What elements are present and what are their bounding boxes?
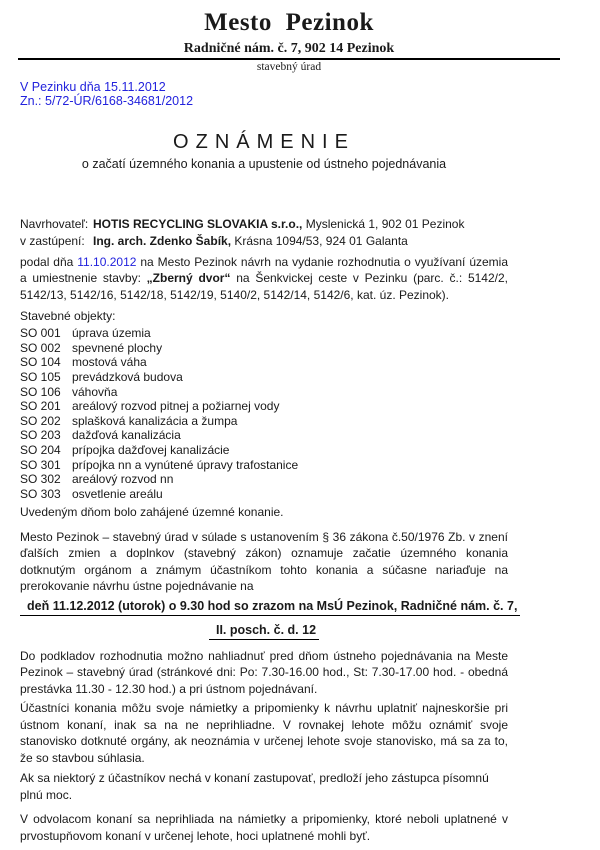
project-name: „Zberný dvor“ <box>146 271 231 286</box>
reference-number-line: Zn.: 5/72-ÚR/6168-34681/2012 <box>20 94 194 109</box>
object-name: váhovňa <box>72 384 118 399</box>
object-name: prípojka dažďovej kanalizácie <box>72 443 230 457</box>
document-meta <box>20 80 600 109</box>
paragraph-objections: Účastníci konania môžu svoje námietky a pripomienky k návrhu uplatniť najneskoršie pri ústnom konaní, inak sa na ne neprihliadne. V rovnakej lehote môžu oznámiť svoje stanovisko dotknuté orgány, ak neoznámia v určenej lehote svoje stanovisko, má sa za to, že so stavbou súhlasia. <box>20 701 508 765</box>
object-name: prevádzková budova <box>72 370 183 385</box>
letterhead <box>18 0 560 73</box>
object-row <box>20 487 508 502</box>
notice-heading <box>20 130 508 171</box>
object-row <box>20 341 508 356</box>
object-code: SO 204 <box>20 443 61 457</box>
object-row <box>20 443 508 458</box>
document-body <box>20 216 508 595</box>
document-body-lower <box>20 648 508 845</box>
object-name: areálový rozvod nn <box>72 472 174 487</box>
object-code: SO 203 <box>20 428 61 443</box>
applicant-value <box>93 217 464 231</box>
representative-name: Ing. arch. Zdenko Šabík, <box>93 233 232 248</box>
object-row <box>20 472 508 487</box>
object-code: SO 002 <box>20 340 61 355</box>
object-code: SO 106 <box>20 384 61 399</box>
hearing-room-text: II. posch. č. d. 12 <box>209 623 319 640</box>
hearing-room-line <box>20 623 508 640</box>
paragraph-initiated: Uvedeným dňom bolo zahájené územné konanie. <box>20 505 284 520</box>
representative-label: v zastúpení: <box>20 233 85 248</box>
object-row <box>20 355 508 370</box>
objects-heading: Stavebné objekty: <box>20 309 116 324</box>
object-name: mostová váha <box>72 355 147 370</box>
paragraph-appeal: V odvolacom konaní sa neprihliada na námietky a pripomienky, ktoré neboli uplatnené v prvostupňovom konaní v určenej lehote, hoci uplatnené mohli byť. <box>20 812 508 843</box>
object-name: osvetlenie areálu <box>72 486 163 501</box>
object-code: SO 303 <box>20 486 61 501</box>
object-row <box>20 458 508 473</box>
representative-row <box>20 233 508 250</box>
parties-block <box>20 216 508 250</box>
object-row <box>20 385 508 400</box>
municipality-address: Radničné nám. č. 7, 902 14 Pezinok <box>183 40 395 56</box>
paragraph-proposal <box>20 254 508 304</box>
object-row <box>20 428 508 443</box>
applicant-label: Navrhovateľ: <box>20 216 89 231</box>
representative-address: Krásna 1094/53, 924 01 Galanta <box>234 233 408 248</box>
representative-value <box>93 234 408 248</box>
objects-block <box>20 308 508 501</box>
paragraph-announcement: Mesto Pezinok – stavebný úrad v súlade s ustanovením § 36 zákona č.50/1976 Zb. v znení ďalších zmien a doplnkov (stavebný zákon) oznamuje začatie územného konania dotknutým orgánom a známym účastníkom tohto konania a súčasne nariaďuje na prerokovanie návrhu ústne pojednávanie na <box>20 529 508 594</box>
object-code: SO 201 <box>20 399 61 414</box>
proposal-tail: na Šenkvickej ceste v Pezinku (parc. č.: 5142/2, 5142/13, 5142/16, 5142/18, 5142/19, 5140/2, 5142/14, 5142/6, kat. úz. Pezinok). <box>20 271 508 302</box>
hearing-date-line <box>20 598 518 616</box>
notice-title: OZNÁMENIE <box>173 130 355 153</box>
object-name: splašková kanalizácia a žumpa <box>72 413 238 428</box>
applicant-row <box>20 216 508 233</box>
object-code: SO 202 <box>20 413 61 428</box>
object-name: prípojka nn a vynútené úpravy trafostanice <box>72 457 299 472</box>
object-row <box>20 326 508 341</box>
hearing-date-text: deň 11.12.2012 (utorok) o 9.30 hod so zrazom na MsÚ Pezinok, Radničné nám. č. 7, <box>20 599 520 616</box>
object-code: SO 001 <box>20 326 61 341</box>
applicant-name: HOTIS RECYCLING SLOVAKIA s.r.o., <box>93 216 303 231</box>
applicant-address: Myslenická 1, 902 01 Pezinok <box>305 216 465 231</box>
hearing-block <box>20 598 518 640</box>
notice-subtitle: o začatí územného konania a upustenie od ústneho pojednávania <box>81 156 447 171</box>
object-name: areálový rozvod pitnej a požiarnej vody <box>72 399 280 414</box>
object-name: úprava územia <box>72 326 151 341</box>
place-date-line: V Pezinku dňa 15.11.2012 <box>20 79 166 94</box>
object-code: SO 104 <box>20 355 61 370</box>
paragraph-inspection: Do podkladov rozhodnutia možno nahliadnuť pred dňom ústneho pojednávania na Meste Pezinok – stavebný úrad (stránkové dni: Po: 7.30-16.00 hod., St: 7.30-17.00 hod. - obedná prestávka 11.30 - 12.30 hod.) a pri ústnom pojednávaní. <box>20 648 508 696</box>
proposal-mid: na Mesto Pezinok návrh na vydanie rozhodnutia o využívaní územia a umiestnenie stavby: <box>20 254 508 286</box>
proposal-date: 11.10.2012 <box>77 254 137 269</box>
municipality-name: Mesto Pezinok <box>204 9 374 36</box>
object-row <box>20 370 508 385</box>
header-rule <box>18 39 560 60</box>
object-code: SO 105 <box>20 370 61 385</box>
paragraph-representation: Ak sa niektorý z účastníkov nechá v konaní zastupovať, predloží jeho zástupca písomnú plnú moc. <box>20 771 489 802</box>
object-row <box>20 399 508 414</box>
object-name: spevnené plochy <box>72 340 163 355</box>
object-row <box>20 414 508 429</box>
object-code: SO 301 <box>20 457 61 472</box>
proposal-lead: podal dňa <box>20 254 78 269</box>
object-name: dažďová kanalizácia <box>72 428 181 443</box>
object-code: SO 302 <box>20 472 61 487</box>
department-label: stavebný úrad <box>256 60 322 73</box>
